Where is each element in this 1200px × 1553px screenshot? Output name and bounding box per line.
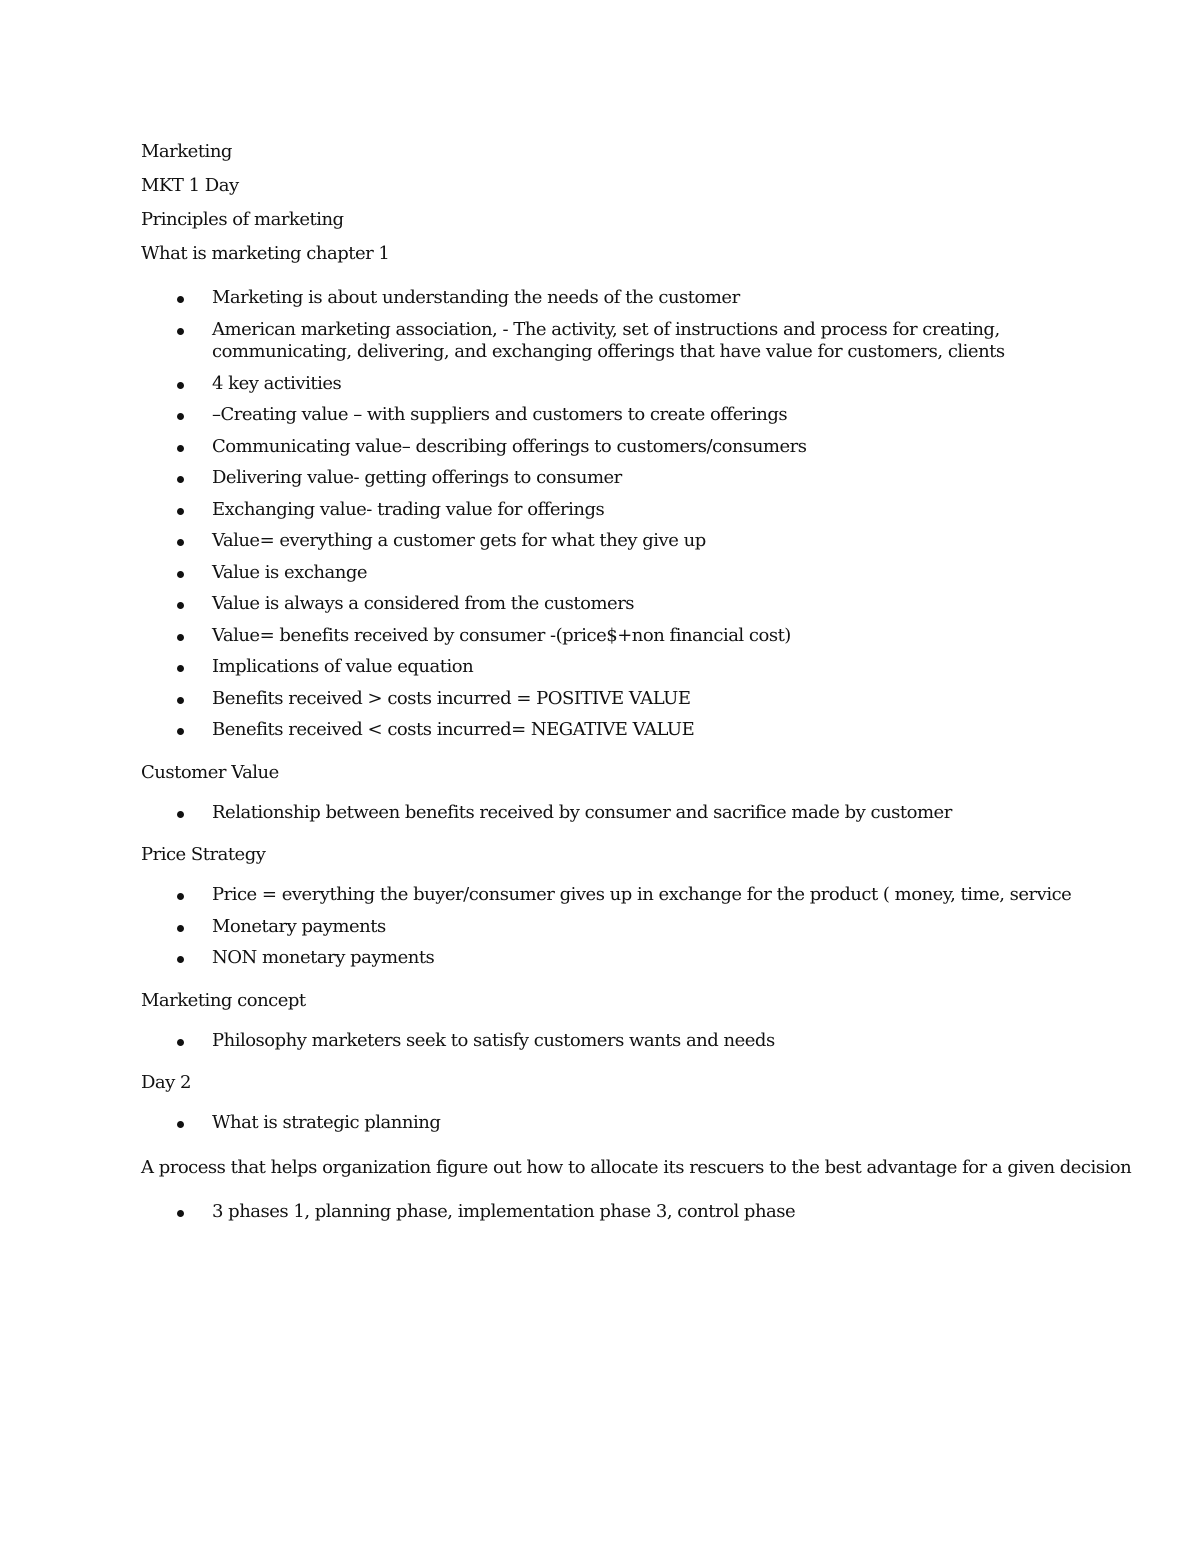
bullet-dot	[177, 602, 184, 609]
list-item: Benefits received < costs incurred= NEGATIVE VALUE	[141, 719, 1081, 742]
list-item: 4 key activities	[141, 373, 1081, 396]
bullet-dot	[177, 956, 184, 963]
list-item: Value= everything a customer gets for what they give up	[141, 530, 1081, 553]
bullet-dot	[177, 476, 184, 483]
bullet-dot	[177, 508, 184, 515]
intro-bullet-list	[141, 287, 1081, 742]
bullet-dot	[177, 697, 184, 704]
bullet-dot	[177, 571, 184, 578]
document-title: Marketing	[141, 141, 232, 162]
course-line: MKT 1 Day	[141, 175, 239, 196]
bullet-dot	[177, 296, 184, 303]
section-heading-day-2: Day 2	[141, 1072, 192, 1093]
list-item: Exchanging value- trading value for offerings	[141, 499, 1081, 522]
list-item: Relationship between benefits received by consumer and sacrifice made by customer	[141, 802, 1081, 825]
list-item: What is strategic planning	[141, 1112, 1081, 1135]
list-item: Value is always a considered from the customers	[141, 593, 1081, 616]
bullet-dot	[177, 445, 184, 452]
subject-line: Principles of marketing	[141, 209, 344, 230]
list-item: Marketing is about understanding the needs of the customer	[141, 287, 1081, 310]
list-item: Philosophy marketers seek to satisfy customers wants and needs	[141, 1030, 1081, 1053]
list-item: 3 phases 1, planning phase, implementation phase 3, control phase	[141, 1201, 1081, 1224]
bullet-dot	[177, 328, 184, 335]
bullet-dot	[177, 413, 184, 420]
bullet-dot	[177, 539, 184, 546]
phases-list	[141, 1201, 1081, 1224]
list-item: Delivering value- getting offerings to consumer	[141, 467, 1081, 490]
bullet-dot	[177, 1121, 184, 1128]
document-header	[141, 141, 1081, 277]
customer-value-list	[141, 802, 1081, 825]
list-item: Price = everything the buyer/consumer gives up in exchange for the product ( money, time, service	[141, 884, 1081, 907]
list-item: –Creating value – with suppliers and customers to create offerings	[141, 404, 1081, 427]
bullet-dot	[177, 634, 184, 641]
section-heading-customer-value: Customer Value	[141, 761, 279, 783]
document-body	[141, 141, 1132, 1244]
section-heading-price-strategy: Price Strategy	[141, 844, 266, 865]
list-item: Benefits received > costs incurred = POSITIVE VALUE	[141, 688, 1081, 711]
bullet-dot	[177, 1210, 184, 1217]
list-item: Implications of value equation	[141, 656, 1081, 679]
list-item: Value= benefits received by consumer -(price$+non financial cost)	[141, 625, 1081, 648]
bullet-dot	[177, 728, 184, 735]
strategic-planning-paragraph: A process that helps organization figure out how to allocate its rescuers to the best advantage for a given decision	[141, 1156, 1132, 1178]
section-heading-marketing-concept: Marketing concept	[141, 989, 306, 1011]
price-strategy-list	[141, 884, 1081, 970]
bullet-dot	[177, 893, 184, 900]
list-item: American marketing association, - The activity, set of instructions and process for creating, communicating, delivering, and exchanging offerings that have value for customers, clients	[141, 319, 1012, 364]
bullet-dot	[177, 665, 184, 672]
day-2-list	[141, 1112, 1081, 1135]
marketing-concept-list	[141, 1030, 1081, 1053]
bullet-dot	[177, 382, 184, 389]
bullet-dot	[177, 811, 184, 818]
bullet-dot	[177, 1039, 184, 1046]
list-item: Communicating value– describing offerings to customers/consumers	[141, 436, 1081, 459]
list-item: Value is exchange	[141, 562, 1081, 585]
chapter-line: What is marketing chapter 1	[141, 243, 390, 264]
bullet-dot	[177, 925, 184, 932]
list-item: Monetary payments	[141, 916, 1081, 939]
list-item: NON monetary payments	[141, 947, 1081, 970]
